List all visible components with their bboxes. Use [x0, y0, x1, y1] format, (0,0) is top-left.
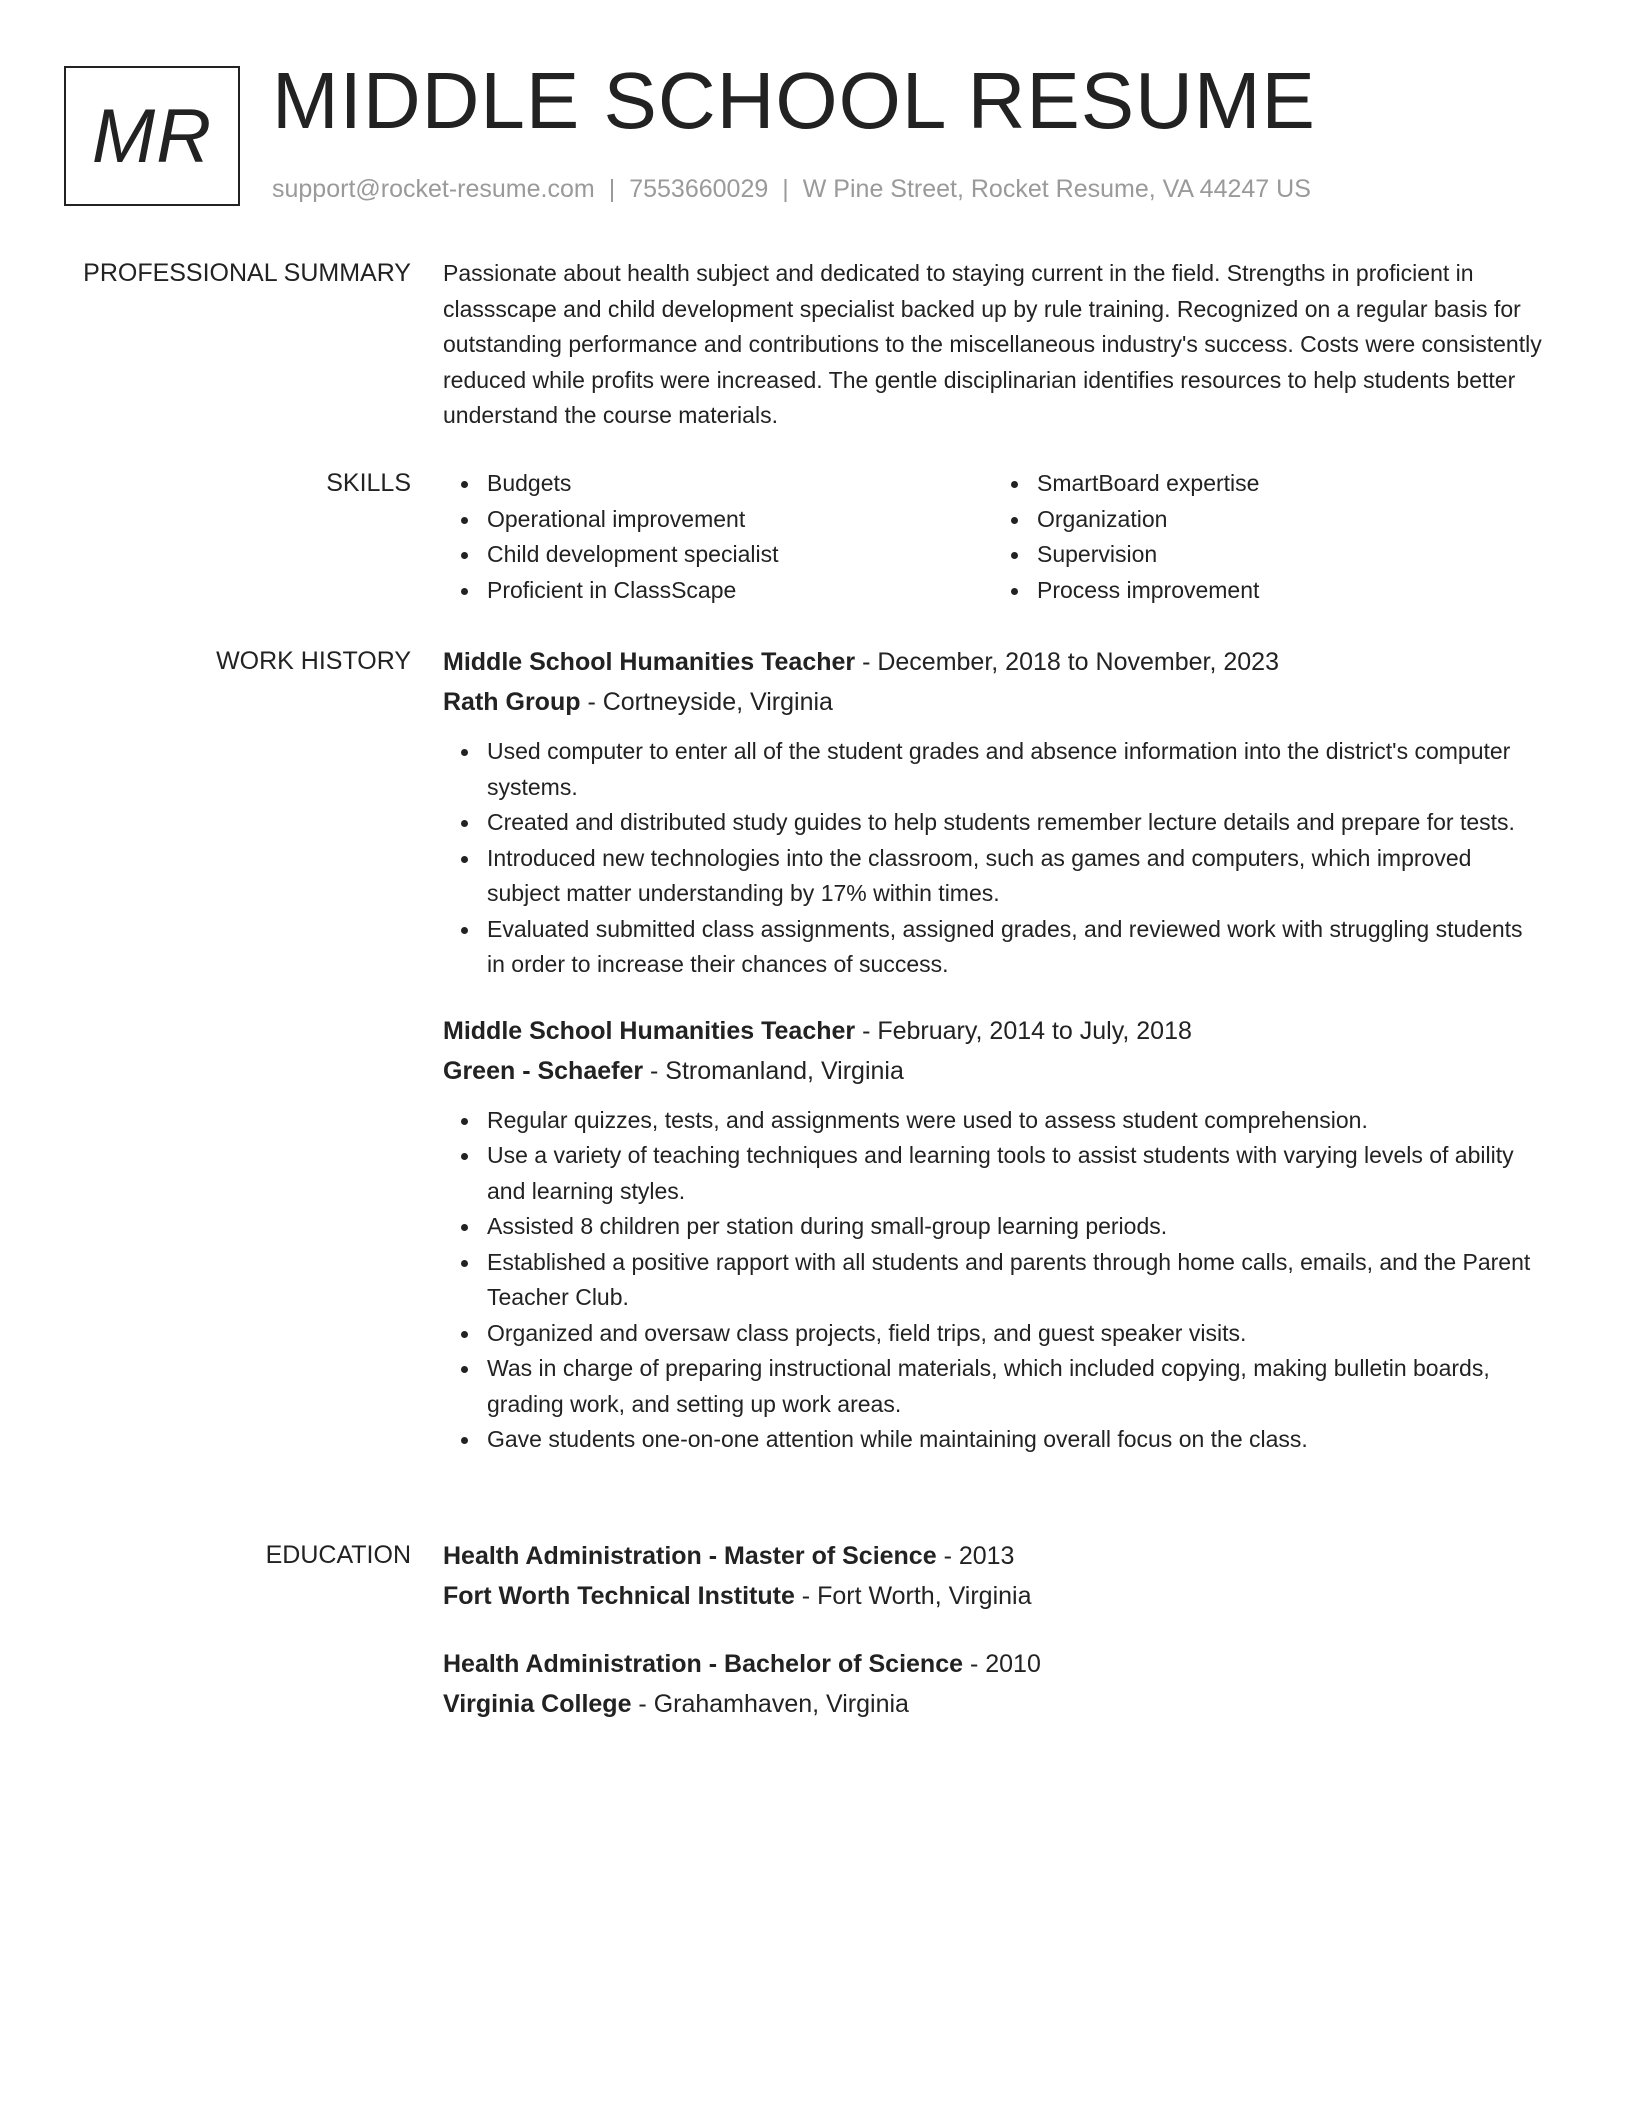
education-entry [443, 1536, 1543, 1616]
education-heading: EDUCATION [265, 1541, 411, 1569]
job-bullets [443, 1103, 1543, 1458]
school-line [443, 1576, 1543, 1616]
page-title: MIDDLE SCHOOL RESUME [272, 56, 1316, 145]
education-entry [443, 1644, 1543, 1724]
job-bullet: Used computer to enter all of the student grades and absence information into the district's computer systems. [487, 734, 1543, 805]
skill-item: SmartBoard expertise [1037, 466, 1543, 502]
skill-item: Child development specialist [487, 537, 993, 573]
degree-line [443, 1536, 1543, 1576]
job-bullet: Gave students one-on-one attention while maintaining overall focus on the class. [487, 1422, 1543, 1458]
job-bullet: Established a positive rapport with all students and parents through home calls, emails, and the Parent Teacher Club. [487, 1245, 1543, 1316]
skills-list-left [443, 466, 993, 608]
skill-item: Proficient in ClassScape [487, 573, 993, 609]
job-bullet: Was in charge of preparing instructional materials, which included copying, making bulletin boards, grading work, and setting up work areas. [487, 1351, 1543, 1422]
contact-email[interactable]: support@rocket-resume.com [272, 175, 595, 203]
skill-item: Organization [1037, 502, 1543, 538]
contact-line [272, 172, 1311, 206]
degree-line [443, 1644, 1543, 1684]
job-company: Green - Schaefer [443, 1056, 644, 1085]
graduation-year: - 2013 [936, 1542, 1015, 1570]
contact-separator: | [608, 175, 616, 203]
job-bullet: Introduced new technologies into the classroom, such as games and computers, which improved subject matter understanding by 17% within times. [487, 841, 1543, 912]
school: Fort Worth Technical Institute [443, 1582, 795, 1610]
job-title-line [443, 1011, 1543, 1051]
job-bullets [443, 734, 1543, 983]
job-bullet: Created and distributed study guides to help students remember lecture details and prepare for tests. [487, 805, 1543, 841]
school: Virginia College [443, 1690, 632, 1718]
monogram-logo: MR [64, 66, 240, 206]
degree: Health Administration - Bachelor of Science [443, 1650, 964, 1678]
skill-item: Supervision [1037, 537, 1543, 573]
job-title-line [443, 642, 1543, 682]
job-location: - Cortneyside, Virginia [580, 688, 833, 716]
graduation-year: - 2010 [963, 1650, 1041, 1678]
skills-heading: SKILLS [326, 469, 411, 497]
job-bullet: Assisted 8 children per station during small-group learning periods. [487, 1209, 1543, 1245]
degree: Health Administration - Master of Science [443, 1542, 937, 1570]
job-dates: - February, 2014 to July, 2018 [855, 1016, 1192, 1045]
school-line [443, 1684, 1543, 1724]
job-company-line [443, 682, 1543, 722]
contact-address: W Pine Street, Rocket Resume, VA 44247 US [802, 175, 1311, 203]
job-bullet: Use a variety of teaching techniques and learning tools to assist students with varying levels of ability and learning styles. [487, 1138, 1543, 1209]
summary-text: Passionate about health subject and dedicated to staying current in the field. Strengths in proficient in classscape and child development specialist backed up by rule training. Recognized on a regular basis for outstanding performance and contributions to the miscellaneous industry's success. Costs were consistently reduced while profits were increased. The gentle disciplinarian identifies resources to help students better understand the course materials. [443, 260, 1542, 428]
job-title: Middle School Humanities Teacher [443, 648, 856, 676]
school-location: - Grahamhaven, Virginia [631, 1690, 909, 1718]
skill-item: Process improvement [1037, 573, 1543, 609]
skill-item: Operational improvement [487, 502, 993, 538]
job-company: Rath Group [443, 688, 581, 716]
skill-item: Budgets [487, 466, 993, 502]
skills-grid [443, 466, 1543, 608]
job-bullet: Regular quizzes, tests, and assignments were used to assess student comprehension. [487, 1103, 1543, 1139]
contact-separator: | [782, 175, 789, 203]
job-location: - Stromanland, Virginia [643, 1056, 904, 1085]
school-location: - Fort Worth, Virginia [794, 1582, 1032, 1610]
job-title: Middle School Humanities Teacher [443, 1016, 856, 1045]
work-history-heading: WORK HISTORY [216, 647, 411, 675]
contact-phone[interactable]: 7553660029 [629, 175, 769, 203]
summary-heading: PROFESSIONAL SUMMARY [83, 259, 411, 287]
skills-list-right [993, 466, 1543, 608]
job-dates: - December, 2018 to November, 2023 [855, 648, 1279, 676]
job-entry [443, 1011, 1543, 1458]
job-bullet: Organized and oversaw class projects, field trips, and guest speaker visits. [487, 1316, 1543, 1352]
job-company-line [443, 1051, 1543, 1091]
job-entry [443, 642, 1543, 983]
job-bullet: Evaluated submitted class assignments, assigned grades, and reviewed work with struggling students in order to increase their chances of success. [487, 912, 1543, 983]
